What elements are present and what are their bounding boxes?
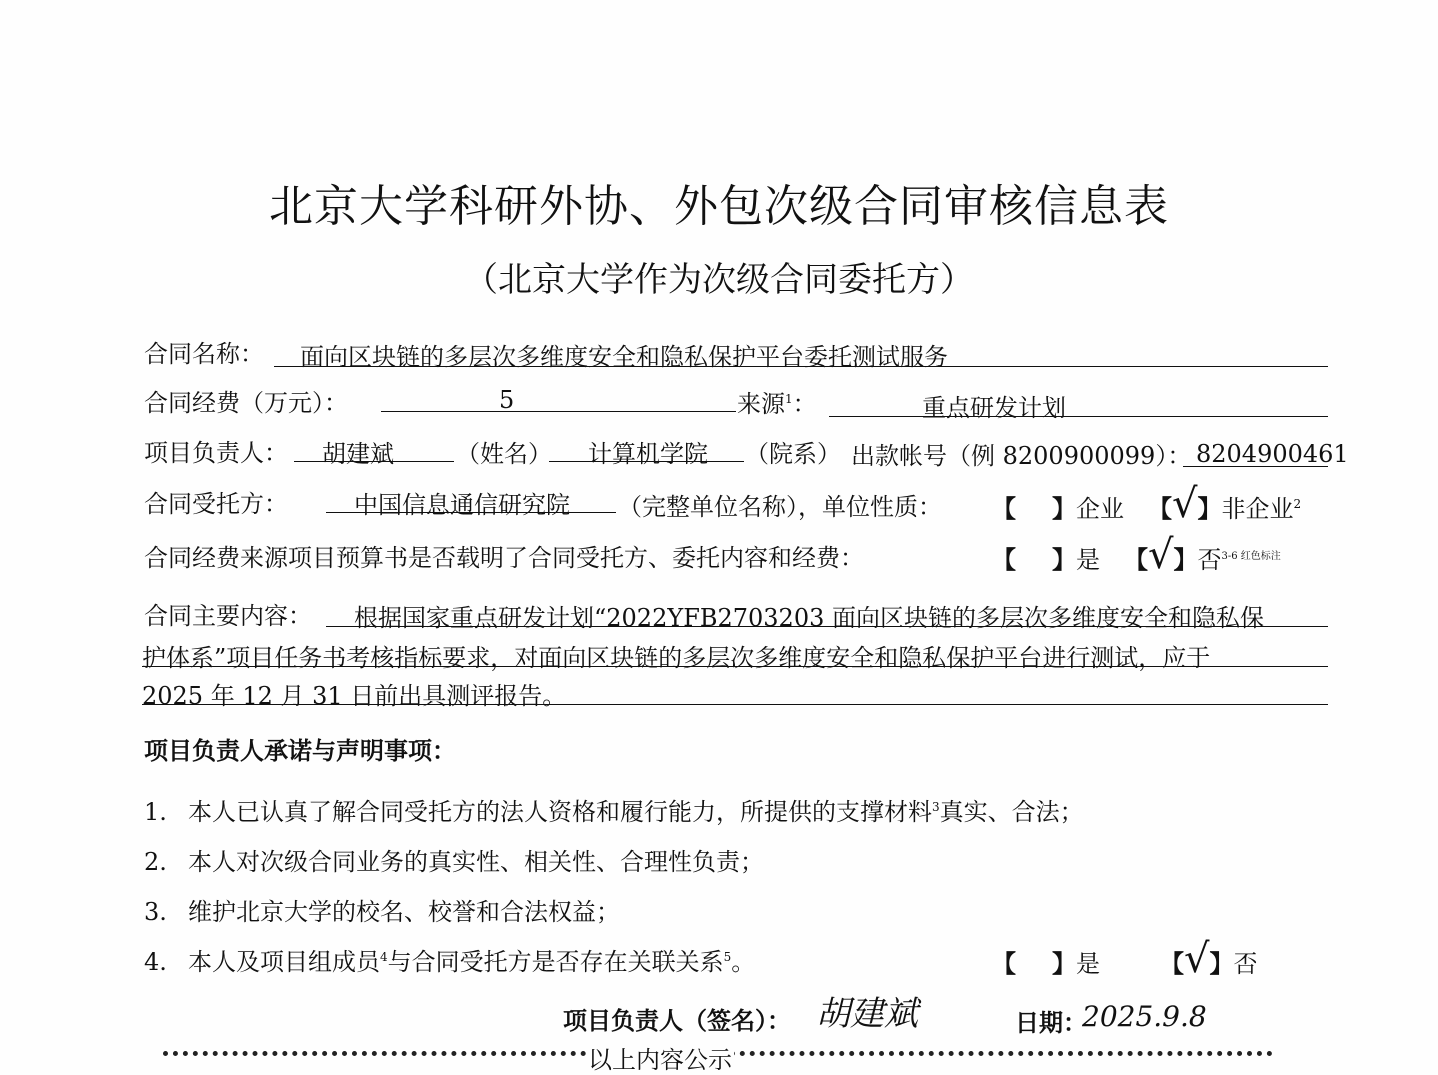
check-mark-icon: √ — [1184, 936, 1210, 982]
signature-label: 项目负责人（签名）： — [563, 1006, 791, 1035]
main-content-label: 合同主要内容： — [144, 602, 312, 630]
footer-text: 以上内容公示 — [586, 1040, 734, 1075]
trustee-value: 中国信息通信研究院 — [354, 491, 570, 519]
check-mark-icon: √ — [1172, 481, 1198, 527]
budget-footnote: 3-6 红色标注 — [1221, 551, 1281, 562]
budget-option-no — [1124, 532, 1281, 578]
q4-option-no-label: 否 — [1233, 950, 1258, 978]
bracket-open: 【 — [992, 949, 1016, 978]
budget-option-yes-label: 是 — [1076, 546, 1100, 574]
fee-source-colon: ： — [792, 390, 817, 418]
promise-item-footnote: 4 — [380, 950, 388, 964]
bracket-close: 】 — [1197, 494, 1222, 523]
main-content-line-2: 护体系”项目任务书考核指标要求，对面向区块链的多层次多维度安全和隐私保护平台进行测试，应于 — [142, 644, 1211, 672]
bracket-close: 】 — [1173, 545, 1198, 574]
check-mark-icon: √ — [1148, 532, 1174, 578]
promise-item-text-end: 。 — [731, 948, 756, 976]
promise-heading: 项目负责人承诺与声明事项： — [144, 736, 456, 765]
bracket-open: 【 — [1160, 949, 1184, 978]
trustee-hint: （完整单位名称），单位性质： — [618, 493, 942, 521]
fee-source-text: 来源 — [737, 390, 785, 418]
fee-source-value: 重点研发计划 — [922, 394, 1066, 422]
promise-item-text-tail: 真实、合法； — [939, 798, 1084, 826]
budget-option-no-label: 否 — [1197, 546, 1222, 574]
fee-source-underline — [829, 416, 1328, 417]
bracket-close: 】 — [1052, 494, 1076, 523]
budget-question-label: 合同经费来源项目预算书是否载明了合同受托方、委托内容和经费： — [144, 544, 864, 572]
trustee-option-nonenterprise-label: 非企业 — [1221, 495, 1294, 523]
trustee-option-enterprise — [992, 489, 1124, 524]
contract-fee-value: 5 — [499, 386, 515, 414]
promise-item-1 — [144, 792, 1084, 827]
bracket-close: 】 — [1052, 545, 1076, 574]
promise-item-text-mid: 与合同受托方是否存在关联关系 — [387, 948, 724, 976]
trustee-option-nonenterprise — [1148, 481, 1302, 527]
main-content-line-1: 根据国家重点研发计划“2022YFB2703203 面向区块链的多层次多维度安全和隐私保 — [354, 604, 1264, 632]
q4-option-yes — [992, 944, 1100, 979]
promise-item-num: 3. — [144, 898, 167, 926]
pi-label: 项目负责人： — [144, 439, 288, 467]
trustee-footnote: 2 — [1293, 497, 1302, 511]
pi-dept: 计算机学院 — [588, 440, 708, 468]
promise-item-text: 本人已认真了解合同受托方的法人资格和履行能力，所提供的支撑材料 — [188, 798, 932, 826]
bracket-close: 】 — [1052, 949, 1076, 978]
page-title: 北京大学科研外协、外包次级合同审核信息表 — [269, 181, 1169, 232]
contract-fee-label: 合同经费（万元）： — [144, 389, 348, 417]
trustee-option-enterprise-label: 企业 — [1076, 495, 1124, 523]
promise-item-footnote: 3 — [932, 800, 940, 814]
handwritten-date: 2025.9.8 — [1082, 1000, 1207, 1033]
bracket-open: 【 — [1124, 545, 1148, 574]
pi-account: 8204900461 — [1196, 440, 1349, 468]
contract-fee-underline — [381, 411, 736, 412]
promise-item-2 — [144, 842, 764, 877]
pi-name: 胡建斌 — [322, 440, 394, 468]
promise-item-text: 维护北京大学的校名、校誉和合法权益； — [188, 898, 620, 926]
q4-option-yes-label: 是 — [1076, 950, 1100, 978]
contract-name-value: 面向区块链的多层次多维度安全和隐私保护平台委托测试服务 — [300, 343, 948, 371]
promise-item-num: 2. — [144, 848, 167, 876]
budget-option-yes — [992, 540, 1100, 575]
contract-name-label: 合同名称： — [144, 340, 264, 368]
trustee-label: 合同受托方： — [144, 490, 288, 518]
promise-item-num: 4. — [144, 948, 167, 976]
page-subtitle: （北京大学作为次级合同委托方） — [464, 260, 974, 300]
pi-dept-hint: （院系） — [745, 440, 841, 468]
q4-option-no — [1160, 936, 1258, 982]
promise-item-text: 本人及项目组成员 — [188, 948, 380, 976]
main-content-line-3: 2025 年 12 月 31 日前出具测评报告。 — [142, 682, 567, 710]
bracket-open: 【 — [992, 494, 1016, 523]
promise-item-4 — [144, 942, 755, 977]
pi-account-label: 出款帐号（例 8200900099）： — [851, 442, 1192, 470]
handwritten-signature: 胡建斌 — [816, 994, 918, 1034]
date-label: 日期： — [1015, 1008, 1087, 1037]
promise-item-text: 本人对次级合同业务的真实性、相关性、合理性负责； — [188, 848, 764, 876]
promise-item-num: 1. — [144, 798, 167, 826]
bracket-close: 】 — [1209, 949, 1234, 978]
pi-name-hint: （姓名） — [456, 440, 552, 468]
promise-item-footnote-2: 5 — [723, 950, 732, 964]
bracket-open: 【 — [1148, 494, 1172, 523]
fee-source-label — [737, 384, 817, 419]
promise-item-3 — [144, 892, 620, 927]
fee-source-footnote: 1 — [785, 392, 793, 406]
bracket-open: 【 — [992, 545, 1016, 574]
